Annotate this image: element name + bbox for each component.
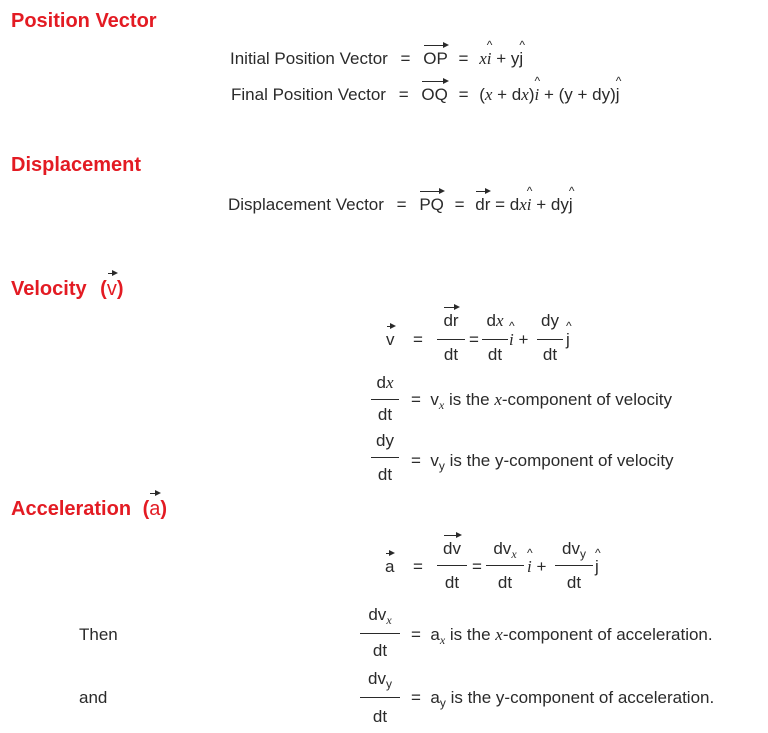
initial-position-equation: Initial Position Vector = OP = xi ^ + yj ^	[230, 50, 523, 67]
vx-statement: = $v_x$ is the x-component of velocity	[411, 390, 672, 412]
heading-velocity	[11, 278, 124, 301]
fraction-dy-dt-vy: dy dt	[371, 430, 399, 484]
ay-statement: = $a_y$ is the y-component of acceleration.	[411, 688, 715, 710]
fraction-dvy-dt-ay: $dv_y$ dt	[360, 668, 400, 726]
velocity-title: Velocity	[11, 278, 87, 300]
final-position-equation: Final Position Vector = OQ = (x + dx)i ^ + (y + dy)j ^	[231, 86, 620, 103]
ax-comp: x	[495, 625, 503, 644]
fraction-dvx-dt: $dv_x$ dt	[486, 538, 524, 594]
acceleration-title: Acceleration	[11, 498, 132, 520]
acceleration-symbol: (a)	[142, 498, 168, 520]
pq-vector: PQ	[419, 195, 444, 214]
i-hat-plus-2: i ^ +	[527, 558, 546, 575]
vx-tail: -component of velocity	[501, 390, 672, 409]
acceleration-a: a	[385, 557, 395, 576]
ax-statement: = $a_x$ is the x-component of acceleration.	[411, 625, 713, 647]
heading-acceleration	[11, 498, 167, 521]
velocity-symbol: (v)	[100, 278, 124, 300]
j-hat-2: j ^	[595, 558, 599, 575]
ax-tail: -component of acceleration.	[502, 625, 713, 644]
j-hat: j ^	[566, 331, 570, 348]
fraction-dv-dt: dv dt	[437, 538, 467, 594]
vy-statement: = $v_y$ is the y-component of velocity	[411, 451, 674, 473]
fraction-dx-dt-vx: dx dt	[371, 372, 399, 426]
fraction-dvx-dt-ax: $dv_x$ dt	[360, 604, 400, 660]
acceleration-equals: =	[413, 557, 423, 576]
then-label: Then	[79, 625, 118, 644]
fraction-dy-dt: dy dt	[537, 312, 563, 366]
equals-sign: =	[469, 330, 479, 349]
heading-position-vector: Position Vector	[11, 10, 157, 32]
dr-vector: dr	[475, 195, 491, 214]
vy-text: is the y-component of velocity	[449, 451, 674, 470]
final-position-label: Final Position Vector	[231, 85, 386, 104]
i-hat-plus: i ^ +	[509, 331, 528, 348]
displacement-label: Displacement Vector	[228, 195, 384, 214]
and-label: and	[79, 688, 108, 707]
op-vector: OP	[423, 49, 448, 68]
oq-vector: OQ	[421, 85, 448, 104]
equals-sign-2: =	[472, 557, 482, 576]
velocity-v: v	[386, 330, 395, 349]
displacement-equation: Displacement Vector = PQ = dr = dxi ^ + dyj ^	[228, 196, 573, 213]
fraction-dvy-dt: $dv_y$ dt	[555, 538, 593, 594]
ax-text: is the	[449, 625, 491, 644]
vx-comp: x	[494, 390, 502, 409]
fraction-dr-dt: dr dt	[437, 312, 465, 366]
initial-position-label: Initial Position Vector	[230, 49, 388, 68]
ay-text: is the y-component of acceleration.	[450, 688, 715, 707]
velocity-equals: =	[413, 330, 423, 349]
vx-text: is the	[448, 390, 490, 409]
fraction-dx-dt: dx dt	[482, 312, 508, 366]
heading-displacement: Displacement	[11, 154, 142, 176]
